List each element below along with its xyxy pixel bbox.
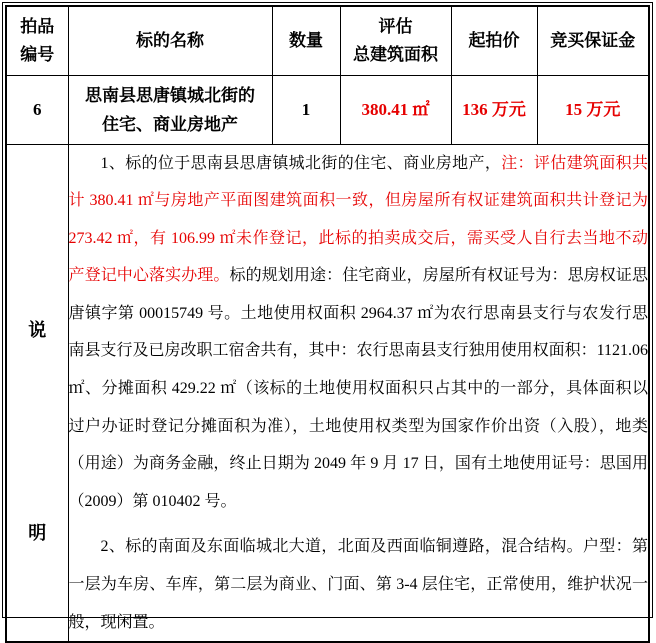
header-deposit: 竞买保证金 [537, 6, 649, 75]
note-paragraph-1 [69, 145, 649, 521]
note-paragraph-2: 2、标的南面及东面临城北大道，北面及西面临铜遵路，混合结构。户型：第一层为车房、车库，第二层为商业、门面、第 3-4 层住宅，正常使用，维护状况一般，现闲置。 [68, 538, 648, 631]
note-p1-details: 标的规划用途：住宅商业，房屋所有权证号为：思房权证思唐镇字第 00015749 号。土地使用权面积 2964.37 ㎡为农行思南县支行与农发行思南县支行及已房改职工宿舍共有，其中：农行思南县支行独用使用权面积：1121.06 ㎡、分摊面积 429.22 ㎡（该标的土地使用权面积只占其中的一部分，具体面积以过户办证时登记分摊面积为准），土地使用权类型为国家作价出资（入股），地类（用途）为商务金融，终止日期为 2049 年 9 月 17 日，国有土地使用证号：思国用（2009）第 010402 号。 [68, 267, 648, 510]
header-lot-number-line2: 编号 [20, 44, 55, 64]
header-assessed-area-line1: 评估 [378, 16, 413, 36]
header-starting-price: 起拍价 [451, 6, 537, 75]
quantity-value: 1 [272, 75, 340, 144]
subject-name-value [68, 75, 272, 144]
deposit-value: 15 万元 [537, 75, 649, 144]
lot-data-row [6, 75, 649, 144]
header-assessed-area-line2: 总建筑面积 [353, 44, 438, 64]
header-quantity: 数量 [272, 6, 340, 75]
assessed-area-value: 380.41 ㎡ [340, 75, 451, 144]
note-label-char-ming: 明 [28, 523, 47, 544]
table-header-row [6, 6, 649, 75]
subject-name-line1: 思南县思唐镇城北街的 [85, 85, 255, 105]
auction-lot-table [5, 5, 650, 643]
note-p1-red-warning: 注：评估建筑面积共计 380.41 ㎡与房地产平面图建筑面积一致，但房屋所有权证建筑面积共计登记为 273.42 ㎡，有 106.99 ㎡未作登记，此标的拍卖成交后，需买受人自行去当地不动产登记中心落实办理。 [68, 154, 648, 285]
note-content [68, 144, 649, 642]
note-label [6, 144, 68, 642]
note-row [6, 144, 649, 642]
auction-lot-table-frame [2, 2, 653, 631]
header-lot-number-line1: 拍品 [20, 16, 55, 36]
note-label-char-shuo: 说 [28, 320, 47, 341]
header-subject-name: 标的名称 [68, 6, 272, 75]
note-label-chars [7, 242, 68, 543]
lot-number-value: 6 [6, 75, 68, 144]
header-lot-number [6, 6, 68, 75]
subject-name-line2: 住宅、商业房地产 [102, 114, 238, 134]
header-assessed-area [340, 6, 451, 75]
note-p1-intro: 1、标的位于思南县思唐镇城北街的住宅、商业房地产， [100, 154, 502, 172]
starting-price-value: 136 万元 [451, 75, 537, 144]
